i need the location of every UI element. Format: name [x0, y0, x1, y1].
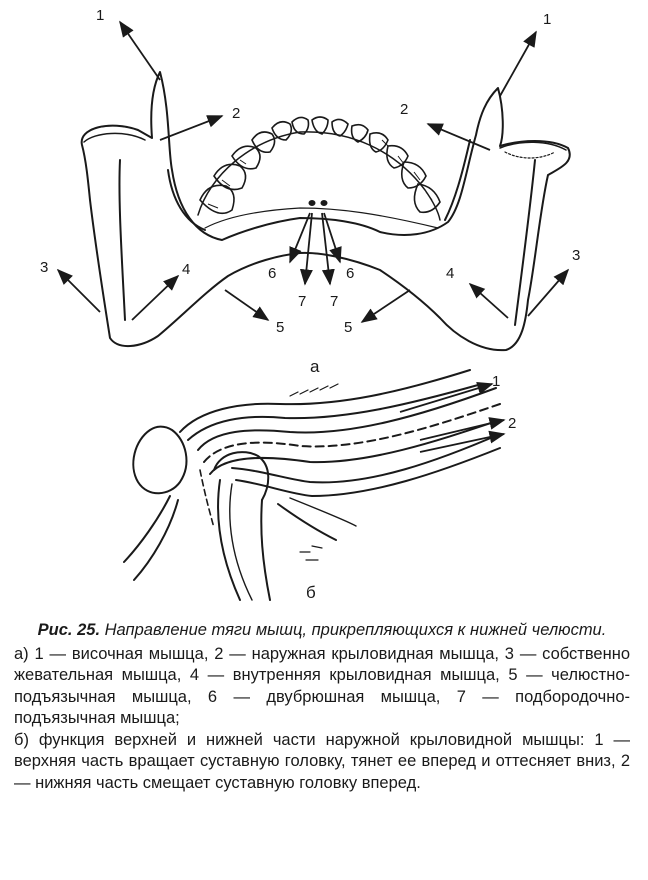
genial-tubercles — [309, 200, 328, 206]
label-a-6-left: 6 — [268, 265, 277, 282]
tmj-lateral-view — [124, 370, 500, 600]
label-a-2-right: 2 — [400, 101, 409, 118]
muscle-arrows-b — [400, 384, 504, 452]
label-a-4-right: 4 — [446, 265, 455, 282]
label-a-5-left: 5 — [276, 319, 285, 336]
caption-part-a: а) 1 — височная мышца, 2 — наружная крыловидная мышца, 3 — собственно жевательная мышца, 4 — внутренняя крыловидная мышца, 5 — челюстно-подъязычная мышца, 6 — двубрюшная мышца, 7 — подбородочно-подъязычная мышца; — [14, 644, 630, 727]
caption-title — [14, 620, 630, 642]
label-a-6-right: 6 — [346, 265, 355, 282]
teeth-row — [200, 117, 440, 213]
mandible-inner-contour — [119, 140, 535, 325]
label-b-2: 2 — [508, 415, 517, 432]
label-a-2-left: 2 — [232, 105, 241, 122]
caption-figure-number: Рис. 25. — [37, 621, 101, 639]
label-a-3-right: 3 — [572, 247, 581, 264]
label-a-1-left: 1 — [96, 7, 105, 24]
muscle-arrows-a — [58, 22, 568, 322]
caption-part-b: б) функция верхней и нижней части наружной крыловидной мышцы: 1 — верхняя часть вращает суставную головку, тянет ее вперед и оттесняет вниз, 2 — нижняя часть смещает суставную головку вперед. — [14, 730, 630, 792]
panel-label-a: а — [310, 357, 320, 376]
caption-figure-title: Направление тяги мышц, прикрепляющихся к нижней челюсти. — [104, 621, 607, 639]
label-a-4-left: 4 — [182, 261, 191, 278]
label-a-7-left: 7 — [298, 293, 307, 310]
label-a-5-right: 5 — [344, 319, 353, 336]
label-b-1: 1 — [492, 373, 501, 390]
external-ear-shape — [133, 427, 186, 494]
label-a-7-right: 7 — [330, 293, 339, 310]
figure-caption — [14, 620, 630, 794]
panel-label-b: б — [306, 583, 316, 602]
label-a-3-left: 3 — [40, 259, 49, 276]
label-a-1-right: 1 — [543, 11, 552, 28]
